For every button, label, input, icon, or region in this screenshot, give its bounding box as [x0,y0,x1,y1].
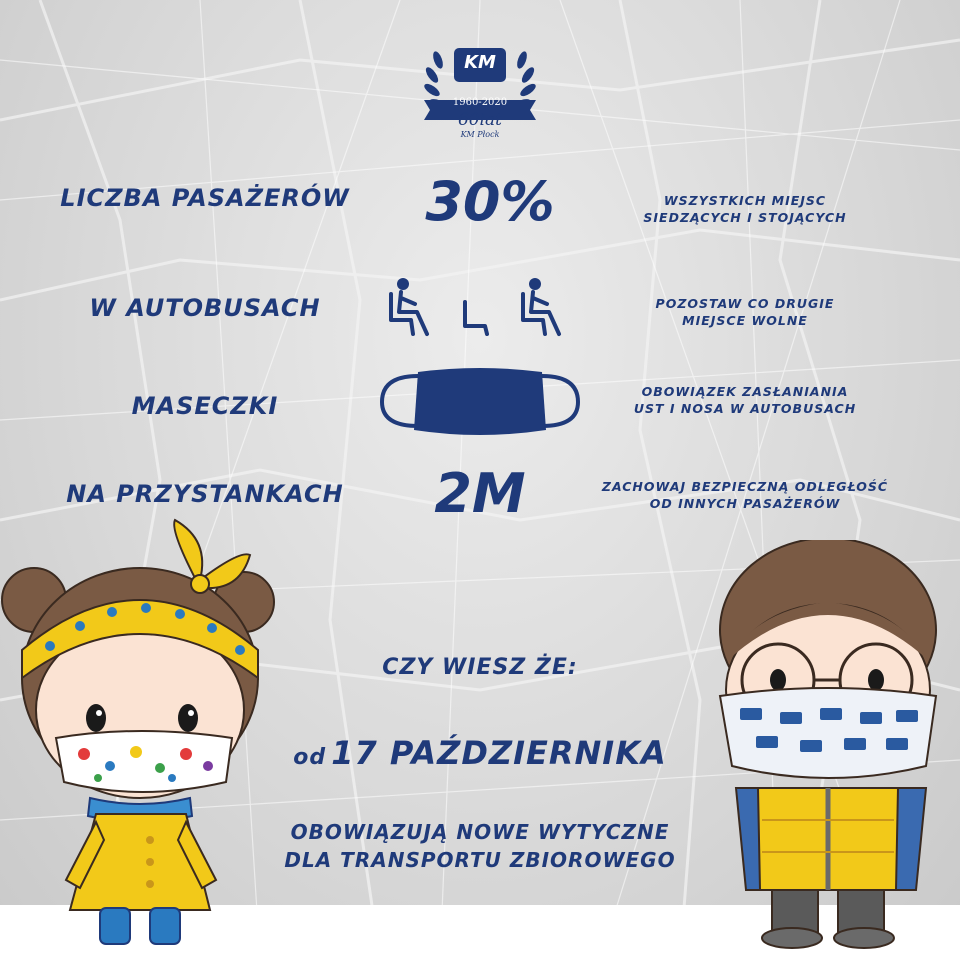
buses-label: W AUTOBUSACH [89,294,321,322]
mask-note [590,384,900,418]
seating-note-line-1: POZOSTAW CO DRUGIE [655,296,835,311]
capacity-percent: 30% [425,170,555,233]
stops-label: NA PRZYSTANKACH [66,480,344,508]
capacity-note-line-2: SIEDZĄCYCH I STOJĄCYCH [643,209,847,225]
seating-note-line-2: MIEJSCE WOLNE [682,312,808,328]
masks-label: MASECZKI [131,392,279,420]
distance-note [590,479,900,513]
logo-years: 1960-2020 [452,97,508,108]
logo-brand-text: KM [464,52,496,73]
empty-seat-icon [465,302,487,334]
distance-note-line-1: ZACHOWAJ BEZPIECZNĄ ODLEGŁOŚĆ [601,479,889,494]
boy-character-illustration [700,540,960,950]
mask-note-line-1: OBOWIĄZEK ZASŁANIANIA [641,384,849,399]
did-you-know-heading: CZY WIESZ ŻE: [382,655,578,680]
seating-icons [385,276,575,340]
distance-value: 2M [434,462,526,525]
logo-subtitle: KM Płock [460,130,500,139]
girl-character-illustration [0,510,280,950]
logo-anniversary: 60lat [457,110,503,130]
seated-person-icon [523,278,559,334]
seating-note [590,296,900,330]
effective-date [270,734,690,772]
message-line-2: DLA TRANSPORTU ZBIOROWEGO [284,848,676,872]
km-plock-60-years-logo [410,30,550,160]
date-prefix: od [293,745,327,770]
message-line-1: OBOWIĄZUJĄ NOWE WYTYCZNE [290,820,670,844]
mask-note-line-2: UST I NOSA W AUTOBUSACH [633,400,857,416]
date-value: 17 PAŹDZIERNIKA [331,734,667,772]
capacity-note [590,193,900,227]
passenger-count-label: LICZBA PASAŻERÓW [60,184,350,212]
distance-note-line-2: OD INNYCH PASAŻERÓW [649,495,841,511]
seated-person-icon [391,278,427,334]
new-guidelines-message [250,818,710,874]
capacity-note-line-1: WSZYSTKICH MIEJSC [663,193,827,208]
face-mask-icon [378,366,582,436]
